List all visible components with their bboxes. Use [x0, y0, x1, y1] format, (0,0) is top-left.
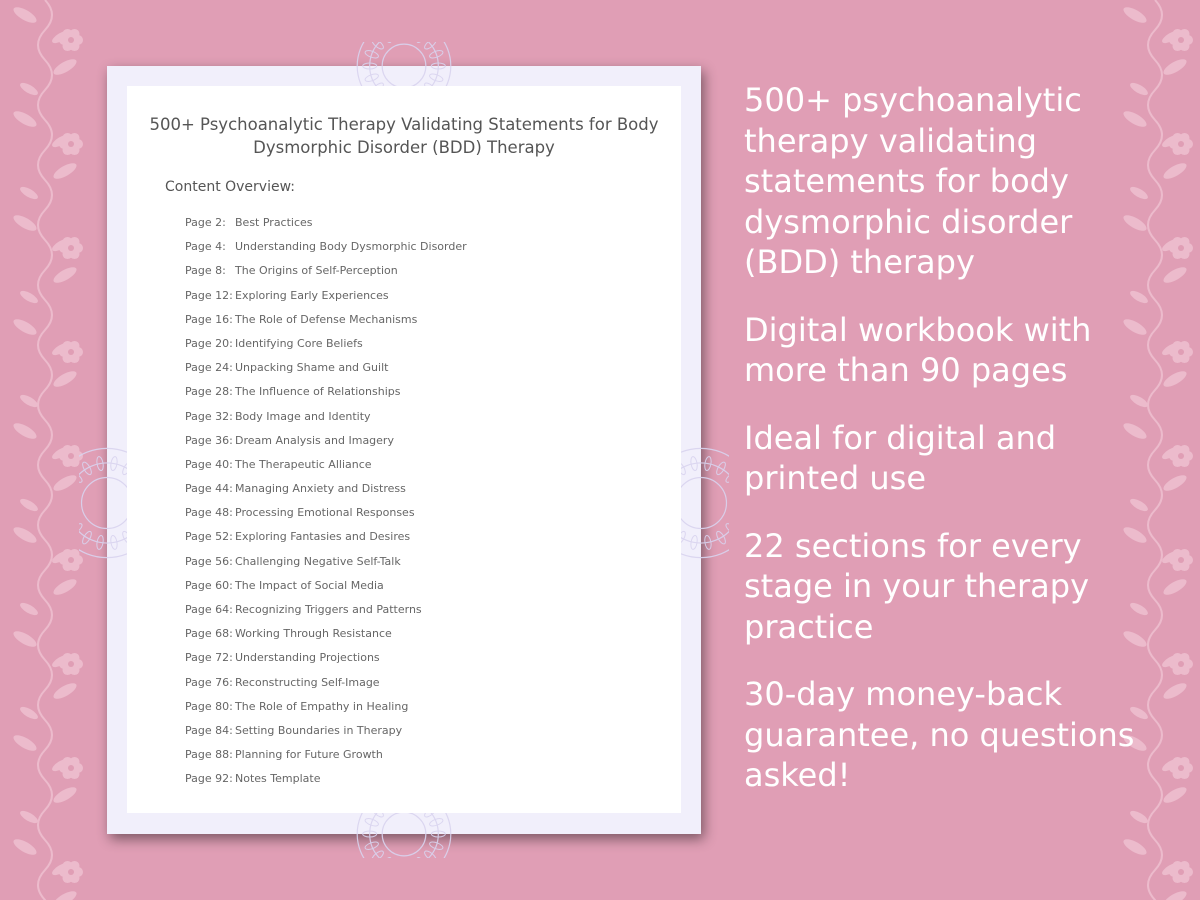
toc-row: [185, 405, 655, 429]
feature-item: Ideal for digital and printed use: [744, 418, 1057, 497]
toc-page-number: Page 8:: [185, 264, 226, 278]
toc-row: [185, 646, 655, 670]
toc-page-number: Page 64:: [185, 603, 233, 616]
mandala-bottom-icon: [337, 810, 471, 858]
toc-page-number: Page 56:: [185, 554, 233, 568]
toc-section-title: Exploring Fantasies and Desires: [235, 530, 411, 544]
toc-row: [185, 695, 655, 719]
toc-page-number: Page 40:: [185, 457, 233, 471]
toc-section-title: Identifying Core Beliefs: [235, 336, 363, 350]
toc-row: [185, 574, 655, 598]
toc-page-number: Page 68:: [185, 627, 233, 641]
toc-page-number: Page 12:: [185, 288, 233, 302]
toc-page-number: Page 20:: [185, 336, 233, 350]
toc-row: [185, 211, 655, 235]
toc-page-number: Page 84:: [185, 723, 233, 737]
toc-page-number: Page 72:: [185, 651, 233, 665]
toc-page-number: Page 2:: [185, 216, 226, 229]
toc-section-title: Body Image and Identity: [235, 409, 371, 423]
toc-row: [185, 598, 655, 622]
toc-page-number: Page 4:: [185, 240, 226, 254]
toc-section-title: Unpacking Shame and Guilt: [235, 361, 389, 375]
toc-section-title: Processing Emotional Responses: [235, 506, 415, 520]
toc-section-title: Exploring Early Experiences: [235, 288, 389, 302]
toc-row: [185, 429, 655, 453]
toc-section-title: Best Practices: [235, 216, 313, 229]
toc-page-number: Page 76:: [185, 675, 233, 689]
toc-page-number: Page 80:: [185, 699, 233, 713]
feature-item: Digital workbook with more than 90 pages: [744, 310, 1092, 389]
toc-section-title: Managing Anxiety and Distress: [235, 482, 406, 496]
content-overview-heading: Content Overview:: [165, 179, 295, 195]
toc-page-number: Page 88:: [185, 748, 233, 762]
toc-section-title: Challenging Negative Self-Talk: [235, 554, 401, 568]
toc-row: [185, 550, 655, 574]
toc-section-title: Notes Template: [235, 772, 321, 786]
toc-page-number: Page 60:: [185, 578, 233, 592]
toc-section-title: Setting Boundaries in Therapy: [235, 723, 403, 737]
toc-row: [185, 477, 655, 501]
feature-item: 500+ psychoanalytic therapy validating statements for body dysmorphic disorder (BDD) therapy: [744, 81, 1082, 281]
toc-row: [185, 501, 655, 525]
toc-section-title: Dream Analysis and Imagery: [235, 433, 394, 447]
toc-section-title: Recognizing Triggers and Patterns: [235, 603, 422, 616]
toc-row: [185, 235, 655, 259]
toc-section-title: The Influence of Relationships: [235, 385, 401, 399]
content-overview-list: [185, 211, 655, 792]
toc-row: [185, 453, 655, 477]
toc-row: [185, 719, 655, 743]
toc-section-title: Planning for Future Growth: [235, 748, 383, 762]
toc-section-title: Understanding Body Dysmorphic Disorder: [235, 240, 467, 254]
workbook-title: 500+ Psychoanalytic Therapy Validating Statements for Body Dysmorphic Disorder (BDD) Therapy: [149, 115, 659, 157]
toc-page-number: Page 44:: [185, 482, 233, 496]
toc-row: [185, 284, 655, 308]
toc-page-number: Page 48:: [185, 506, 233, 520]
workbook-preview: [107, 66, 701, 834]
toc-row: [185, 622, 655, 646]
workbook-page: [127, 86, 681, 813]
toc-page-number: Page 28:: [185, 385, 233, 399]
toc-section-title: Working Through Resistance: [235, 627, 392, 641]
toc-row: [185, 356, 655, 380]
toc-page-number: Page 92:: [185, 772, 233, 786]
toc-page-number: Page 36:: [185, 433, 233, 447]
feature-item: 30-day money-back guarantee, no questions asked!: [744, 675, 1135, 794]
toc-page-number: Page 24:: [185, 361, 233, 375]
toc-row: [185, 743, 655, 767]
toc-row: [185, 308, 655, 332]
toc-section-title: Reconstructing Self-Image: [235, 675, 380, 689]
toc-page-number: Page 52:: [185, 530, 233, 544]
toc-row: [185, 525, 655, 549]
toc-page-number: Page 32:: [185, 409, 233, 423]
feature-item: 22 sections for every stage in your therapy practice: [744, 526, 1089, 646]
toc-row: [185, 259, 655, 283]
toc-row: [185, 332, 655, 356]
feature-list: [744, 80, 1164, 823]
toc-section-title: The Origins of Self-Perception: [235, 264, 398, 278]
toc-section-title: The Impact of Social Media: [235, 578, 384, 592]
toc-section-title: The Therapeutic Alliance: [235, 457, 372, 471]
toc-row: [185, 767, 655, 791]
toc-section-title: Understanding Projections: [235, 651, 380, 665]
toc-section-title: The Role of Empathy in Healing: [235, 699, 409, 713]
mandala-right-icon: [673, 436, 729, 570]
mandala-top-icon: [337, 42, 471, 90]
toc-row: [185, 671, 655, 695]
toc-page-number: Page 16:: [185, 312, 233, 326]
toc-row: [185, 380, 655, 404]
toc-section-title: The Role of Defense Mechanisms: [235, 312, 418, 326]
